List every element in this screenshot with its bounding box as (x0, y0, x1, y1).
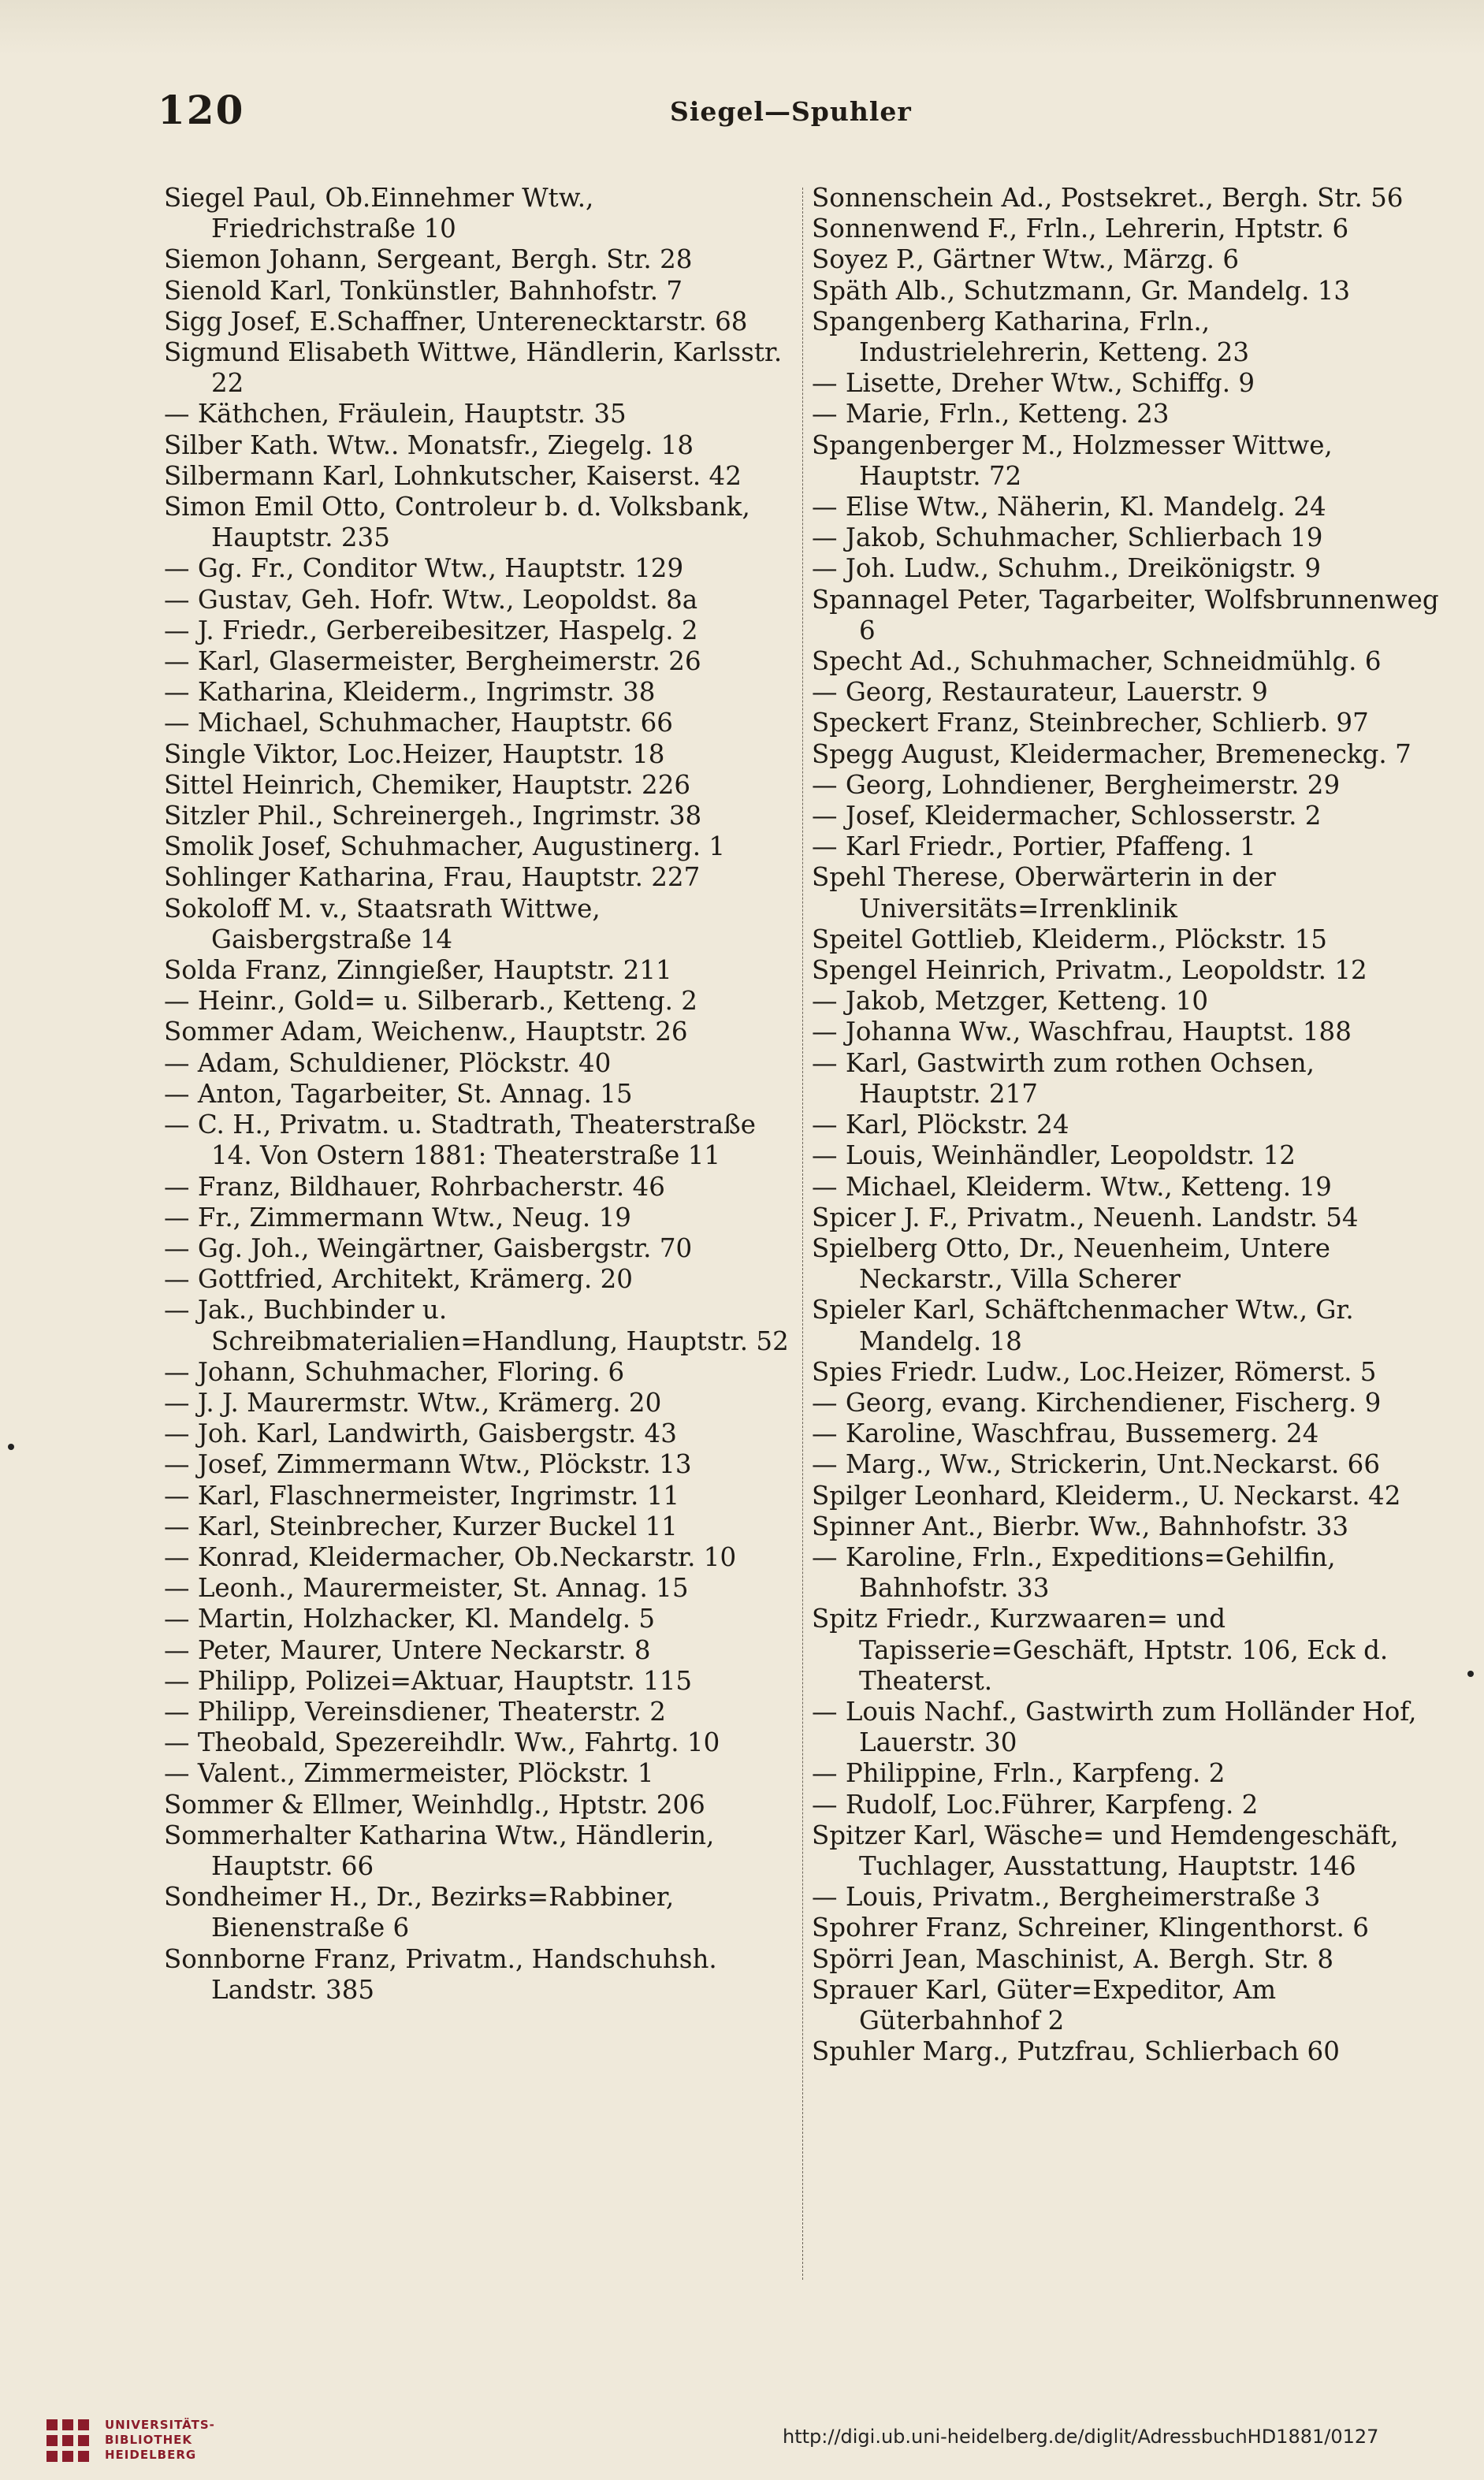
directory-entry: Silbermann Karl, Lohnkutscher, Kaiserst. 42 (164, 460, 742, 491)
directory-entry: Smolik Josef, Schuhmacher, Augustinerg. 1 (164, 831, 726, 862)
directory-entry: — Konrad, Kleidermacher, Ob.Neckarstr. 10 (164, 1541, 737, 1572)
directory-entry: Spitzer Karl, Wäsche= und Hemdengeschäft, Tuchlager, Ausstattung, Hauptstr. 146 (812, 1820, 1399, 1881)
directory-entry: — Georg, Restaurateur, Lauerstr. 9 (812, 677, 1268, 708)
page-header (158, 87, 1387, 150)
library-name-line: UNIVERSITÄTS- (105, 2418, 215, 2432)
library-name-line: HEIDELBERG (105, 2448, 197, 2462)
directory-entry: Sommer & Ellmer, Weinhdlg., Hptstr. 206 (164, 1789, 705, 1820)
directory-entry: Spegg August, Kleidermacher, Bremeneckg. 7 (812, 738, 1411, 769)
directory-entry: — Gg. Fr., Conditor Wtw., Hauptstr. 129 (164, 553, 684, 584)
directory-entry: Spieler Karl, Schäftchenmacher Wtw., Gr. Mandelg. 18 (812, 1295, 1354, 1356)
ink-speck (1467, 1671, 1474, 1677)
source-url-link[interactable]: http://digi.ub.uni-heidelberg.de/diglit/AdressbuchHD1881/0127 (783, 2426, 1379, 2448)
directory-entry: — Franz, Bildhauer, Rohrbacherstr. 46 (164, 1171, 665, 1202)
directory-entry: Sonnenschein Ad., Postsekret., Bergh. Str. 56 (812, 183, 1404, 213)
directory-entry: Spinner Ant., Bierbr. Ww., Bahnhofstr. 33 (812, 1511, 1349, 1541)
directory-entry: Sigmund Elisabeth Wittwe, Händlerin, Karlsstr. 22 (164, 337, 783, 399)
directory-entry: — Louis Nachf., Gastwirth zum Holländer Hof, Lauerstr. 30 (812, 1696, 1417, 1758)
directory-entry: Sondheimer H., Dr., Bezirks=Rabbiner, Bienenstraße 6 (164, 1882, 675, 1943)
directory-entry: — Philippine, Frln., Karpfeng. 2 (812, 1758, 1226, 1789)
directory-entry: — Elise Wtw., Näherin, Kl. Mandelg. 24 (812, 492, 1326, 522)
directory-entry: — Karoline, Waschfrau, Bussemerg. 24 (812, 1418, 1319, 1449)
directory-entry: — Philipp, Vereinsdiener, Theaterstr. 2 (164, 1696, 666, 1727)
directory-entry: — Gustav, Geh. Hofr. Wtw., Leopoldst. 8a (164, 584, 698, 615)
directory-entry: — Gg. Joh., Weingärtner, Gaisbergstr. 70 (164, 1233, 693, 1263)
directory-entry: — Martin, Holzhacker, Kl. Mandelg. 5 (164, 1604, 656, 1634)
directory-entry: — Karoline, Frln., Expeditions=Gehilfin, Bahnhofstr. 33 (812, 1541, 1336, 1604)
directory-entry: Silber Kath. Wtw.. Monatsfr., Ziegelg. 18 (164, 429, 694, 460)
directory-entry: Spangenberg Katharina, Frln., Industrielehrerin, Ketteng. 23 (812, 306, 1250, 368)
directory-entry: — Katharina, Kleiderm., Ingrimstr. 38 (164, 677, 656, 708)
directory-entry: — C. H., Privatm. u. Stadtrath, Theaterstraße 14. Von Ostern 1881: Theaterstraße 11 (164, 1110, 756, 1171)
directory-entry: Sonnenwend F., Frln., Lehrerin, Hptstr. 6 (812, 214, 1349, 244)
directory-entry: — Georg, Lohndiener, Bergheimerstr. 29 (812, 769, 1341, 800)
directory-entry: Sonnborne Franz, Privatm., Handschuhsh. Landstr. 385 (164, 1943, 717, 2005)
directory-entry: Spies Friedr. Ludw., Loc.Heizer, Römerst. 5 (812, 1356, 1377, 1387)
directory-entry: Spörri Jean, Maschinist, A. Bergh. Str. 8 (812, 1943, 1334, 1974)
directory-entry: — Valent., Zimmermeister, Plöckstr. 1 (164, 1758, 654, 1789)
directory-entry: — Heinr., Gold= u. Silberarb., Ketteng. 2 (164, 986, 697, 1017)
directory-entry: — Karl, Steinbrecher, Kurzer Buckel 11 (164, 1511, 678, 1541)
directory-entry: — Johann, Schuhmacher, Floring. 6 (164, 1356, 625, 1387)
library-logo (43, 2413, 296, 2468)
directory-entry: Siemon Johann, Sergeant, Bergh. Str. 28 (164, 244, 693, 275)
directory-entry: — Georg, evang. Kirchendiener, Fischerg. 9 (812, 1387, 1382, 1418)
directory-entry: Sokoloff M. v., Staatsrath Wittwe, Gaisbergstraße 14 (164, 893, 601, 954)
running-head: Siegel—Spuhler (670, 96, 912, 127)
directory-entry: Spitz Friedr., Kurzwaaren= und Tapisserie=Geschäft, Hptstr. 106, Eck d. Theaterst. (812, 1604, 1389, 1696)
directory-entry: — Marg., Ww., Strickerin, Unt.Neckarst. 66 (812, 1449, 1381, 1480)
directory-entry: — Jakob, Schuhmacher, Schlierbach 19 (812, 522, 1323, 553)
directory-entry: Siegel Paul, Ob.Einnehmer Wtw., Friedrichstraße 10 (164, 183, 594, 244)
directory-entry: — Fr., Zimmermann Wtw., Neug. 19 (164, 1202, 631, 1233)
directory-entry: Spannagel Peter, Tagarbeiter, Wolfsbrunnenweg 6 (812, 584, 1439, 645)
directory-entry: — Rudolf, Loc.Führer, Karpfeng. 2 (812, 1789, 1259, 1820)
directory-entry: — Karl, Glasermeister, Bergheimerstr. 26 (164, 646, 701, 677)
directory-entry: — Gottfried, Architekt, Krämerg. 20 (164, 1264, 633, 1295)
page-number: 120 (158, 87, 245, 133)
directory-entry: — Karl, Gastwirth zum rothen Ochsen, Hauptstr. 217 (812, 1047, 1315, 1109)
right-column (812, 183, 1442, 2067)
directory-entry: Sigg Josef, E.Schaffner, Unterenecktarstr. 68 (164, 306, 748, 336)
directory-entry: Sommer Adam, Weichenw., Hauptstr. 26 (164, 1017, 688, 1047)
directory-entry: — J. Friedr., Gerbereibesitzer, Haspelg. 2 (164, 615, 698, 645)
directory-entry: Sienold Karl, Tonkünstler, Bahnhofstr. 7 (164, 275, 683, 306)
directory-entry: Spilger Leonhard, Kleiderm., U. Neckarst. 42 (812, 1480, 1401, 1511)
directory-entry: Spangenberger M., Holzmesser Wittwe, Hauptstr. 72 (812, 429, 1333, 491)
directory-entry: Spielberg Otto, Dr., Neuenheim, Untere Neckarstr., Villa Scherer (812, 1233, 1330, 1295)
directory-entry: — J. J. Maurermstr. Wtw., Krämerg. 20 (164, 1387, 662, 1418)
directory-entry: — Lisette, Dreher Wtw., Schiffg. 9 (812, 368, 1255, 399)
directory-entry: — Peter, Maurer, Untere Neckarstr. 8 (164, 1634, 651, 1665)
directory-entry: — Marie, Frln., Ketteng. 23 (812, 399, 1170, 429)
column-divider (802, 188, 803, 2280)
directory-entry: — Karl Friedr., Portier, Pfaffeng. 1 (812, 831, 1256, 862)
directory-entry: — Johanna Ww., Waschfrau, Hauptst. 188 (812, 1017, 1352, 1047)
directory-entry: Spuhler Marg., Putzfrau, Schlierbach 60 (812, 2036, 1340, 2067)
directory-entry: — Anton, Tagarbeiter, St. Annag. 15 (164, 1078, 633, 1109)
directory-entry: Specht Ad., Schuhmacher, Schneidmühlg. 6 (812, 646, 1382, 677)
directory-entry: — Karl, Plöckstr. 24 (812, 1110, 1069, 1140)
directory-entry: — Josef, Zimmermann Wtw., Plöckstr. 13 (164, 1449, 692, 1480)
directory-entry: Späth Alb., Schutzmann, Gr. Mandelg. 13 (812, 275, 1351, 306)
directory-entry: Spehl Therese, Oberwärterin in der Universitäts=Irrenklinik (812, 862, 1276, 924)
directory-entry: Sprauer Karl, Güter=Expeditor, Am Güterbahnhof 2 (812, 1974, 1277, 2036)
directory-entry: — Leonh., Maurermeister, St. Annag. 15 (164, 1573, 689, 1604)
directory-entry: Sitzler Phil., Schreinergeh., Ingrimstr. 38 (164, 801, 702, 831)
directory-entry: Sohlinger Katharina, Frau, Hauptstr. 227 (164, 862, 701, 893)
directory-entry: — Louis, Privatm., Bergheimerstraße 3 (812, 1882, 1321, 1913)
directory-entry: Spicer J. F., Privatm., Neuenh. Landstr. 54 (812, 1202, 1359, 1233)
page-footer (0, 2400, 1484, 2480)
directory-entry: — Michael, Kleiderm. Wtw., Ketteng. 19 (812, 1171, 1332, 1202)
directory-entry: — Theobald, Spezereihdlr. Ww., Fahrtg. 10 (164, 1727, 720, 1758)
directory-entry: — Louis, Weinhändler, Leopoldstr. 12 (812, 1140, 1296, 1171)
directory-entry: Sommerhalter Katharina Wtw., Händlerin, Hauptstr. 66 (164, 1820, 715, 1881)
directory-entry: Soyez P., Gärtner Wtw., Märzg. 6 (812, 244, 1239, 275)
library-seal-icon (43, 2416, 92, 2465)
directory-entry: — Karl, Flaschnermeister, Ingrimstr. 11 (164, 1480, 679, 1511)
directory-entry: — Jakob, Metzger, Ketteng. 10 (812, 986, 1209, 1017)
library-name-line: BIBLIOTHEK (105, 2433, 192, 2447)
directory-entry: Spohrer Franz, Schreiner, Klingenthorst. 6 (812, 1913, 1369, 1943)
directory-entry: Speitel Gottlieb, Kleiderm., Plöckstr. 15 (812, 924, 1327, 954)
directory-entry: — Käthchen, Fräulein, Hauptstr. 35 (164, 399, 627, 429)
directory-entry: — Josef, Kleidermacher, Schlosserstr. 2 (812, 801, 1322, 831)
directory-entry: Speckert Franz, Steinbrecher, Schlierb. 97 (812, 708, 1369, 738)
left-column (164, 183, 794, 2006)
directory-entry: — Jak., Buchbinder u. Schreibmaterialien=Handlung, Hauptstr. 52 (164, 1295, 789, 1356)
directory-entry: Sittel Heinrich, Chemiker, Hauptstr. 226 (164, 769, 691, 800)
directory-entry: Single Viktor, Loc.Heizer, Hauptstr. 18 (164, 738, 665, 769)
directory-entry: Solda Franz, Zinngießer, Hauptstr. 211 (164, 955, 672, 986)
directory-entry: — Joh. Karl, Landwirth, Gaisbergstr. 43 (164, 1418, 677, 1449)
directory-entry: — Philipp, Polizei=Aktuar, Hauptstr. 115 (164, 1665, 693, 1696)
library-name (105, 2418, 215, 2463)
directory-entry: Simon Emil Otto, Controleur b. d. Volksbank, Hauptstr. 235 (164, 492, 750, 553)
directory-entry: — Joh. Ludw., Schuhm., Dreikönigstr. 9 (812, 553, 1322, 584)
directory-entry: Spengel Heinrich, Privatm., Leopoldstr. 12 (812, 955, 1367, 986)
directory-entry: — Adam, Schuldiener, Plöckstr. 40 (164, 1047, 612, 1078)
directory-entry: — Michael, Schuhmacher, Hauptstr. 66 (164, 708, 673, 738)
ink-speck (8, 1444, 14, 1450)
